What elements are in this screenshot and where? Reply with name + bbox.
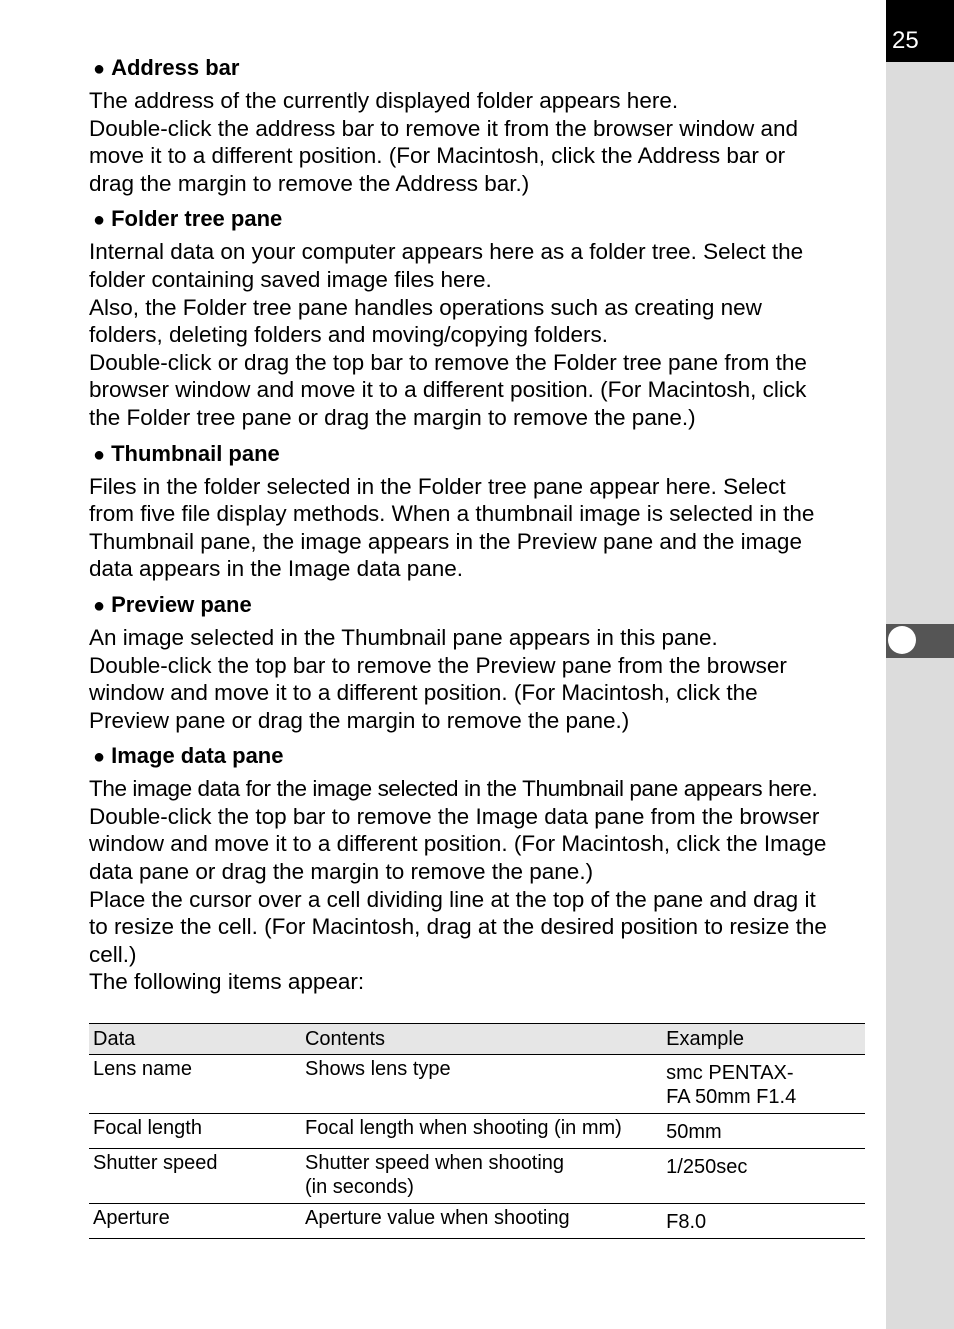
paragraph-line: Place the cursor over a cell dividing line at the top of the pane and drag it <box>89 886 816 912</box>
image-data-items-table <box>89 1023 865 1239</box>
table-header-cell: Example <box>662 1024 865 1055</box>
section-image-data-pane <box>89 742 869 996</box>
table-cell: Shows lens type <box>301 1055 662 1114</box>
paragraph-line: An image selected in the Thumbnail pane appears in this pane. <box>89 624 718 650</box>
paragraph-line: window and move it to a different position. (For Macintosh, click the Image <box>89 831 827 857</box>
table-cell: Focal length when shooting (in mm) <box>301 1114 662 1149</box>
section-heading: ● Folder tree pane <box>93 206 283 232</box>
bullet-icon: ● <box>93 58 106 80</box>
bullet-icon: ● <box>93 594 106 617</box>
bullet-icon: ● <box>93 209 106 232</box>
section-heading: ● Preview pane <box>93 591 252 617</box>
section-preview-pane <box>89 591 869 734</box>
table-cell: Lens name <box>89 1055 301 1114</box>
table-row <box>89 1055 865 1114</box>
table-row <box>89 1114 865 1149</box>
table-cell: F8.0 <box>662 1204 865 1239</box>
table-cell: Shutter speed when shooting (in seconds) <box>301 1149 662 1204</box>
paragraph-line: The following items appear: <box>89 969 365 995</box>
paragraph-line: move it to a different position. (For Macintosh, click the Address bar or <box>89 143 786 169</box>
paragraph-line: Double-click or drag the top bar to remove the Folder tree pane from the <box>89 349 807 375</box>
table-cell: 1/250sec <box>662 1149 865 1204</box>
paragraph-line: folders, deleting folders and moving/copying folders. <box>89 322 609 348</box>
paragraph-line: folder containing saved image files here. <box>89 266 492 292</box>
paragraph-line: from five file display methods. When a thumbnail image is selected in the <box>89 501 815 527</box>
paragraph-line: data pane or drag the margin to remove the pane.) <box>89 859 594 885</box>
paragraph-line: Thumbnail pane, the image appears in the Preview pane and the image <box>89 528 802 554</box>
table-cell: Aperture <box>89 1204 301 1239</box>
section-address-bar <box>89 54 869 197</box>
table-cell: smc PENTAX- FA 50mm F1.4 <box>662 1055 865 1114</box>
paragraph-line: Double-click the top bar to remove the Image data pane from the browser <box>89 803 820 829</box>
paragraph-line: the Folder tree pane or drag the margin to remove the pane.) <box>89 404 696 430</box>
bullet-icon: ● <box>93 746 106 769</box>
paragraph-line: browser window and move it to a different position. (For Macintosh, click <box>89 377 807 403</box>
section-thumbnail-pane <box>89 440 869 583</box>
paragraph-line: The address of the currently displayed folder appears here. <box>89 88 679 113</box>
paragraph-line: The image data for the image selected in the Thumbnail pane appears here. <box>89 776 818 802</box>
table-header-cell: Data <box>89 1024 301 1055</box>
table-cell: Focal length <box>89 1114 301 1149</box>
table-row <box>89 1204 865 1239</box>
chapter-tab-marker <box>886 624 954 658</box>
paragraph-line: Double-click the address bar to remove it from the browser window and <box>89 115 799 141</box>
table-header-cell: Contents <box>301 1024 662 1055</box>
paragraph-line: window and move it to a different position. (For Macintosh, click the <box>89 680 758 706</box>
section-heading: ● Image data pane <box>93 743 284 769</box>
table-cell: Aperture value when shooting <box>301 1204 662 1239</box>
chapter-sidebar <box>886 0 954 1329</box>
paragraph-line: to resize the cell. (For Macintosh, drag at the desired position to resize the <box>89 914 827 940</box>
paragraph-line: Also, the Folder tree pane handles operations such as creating new <box>89 294 762 320</box>
table-row <box>89 1149 865 1204</box>
bullet-icon: ● <box>93 443 106 466</box>
page-number: 25 <box>886 0 954 62</box>
paragraph-line: Files in the folder selected in the Folder tree pane appear here. Select <box>89 473 786 499</box>
chapter-tab-dot-icon <box>888 626 916 654</box>
paragraph-line: cell.) <box>89 941 137 967</box>
section-folder-tree-pane <box>89 205 869 431</box>
table-header-row <box>89 1024 865 1055</box>
paragraph-line: drag the margin to remove the Address bar.) <box>89 170 530 196</box>
table-cell: 50mm <box>662 1114 865 1149</box>
table-cell: Shutter speed <box>89 1149 301 1204</box>
section-heading: ● Thumbnail pane <box>93 440 280 466</box>
paragraph-line: Preview pane or drag the margin to remove the pane.) <box>89 707 630 733</box>
paragraph-line: data appears in the Image data pane. <box>89 556 464 582</box>
paragraph-line: Internal data on your computer appears here as a folder tree. Select the <box>89 239 804 265</box>
page-body <box>89 54 869 1004</box>
paragraph-line: Double-click the top bar to remove the Preview pane from the browser <box>89 652 787 678</box>
section-heading: ● Address bar <box>93 55 240 80</box>
